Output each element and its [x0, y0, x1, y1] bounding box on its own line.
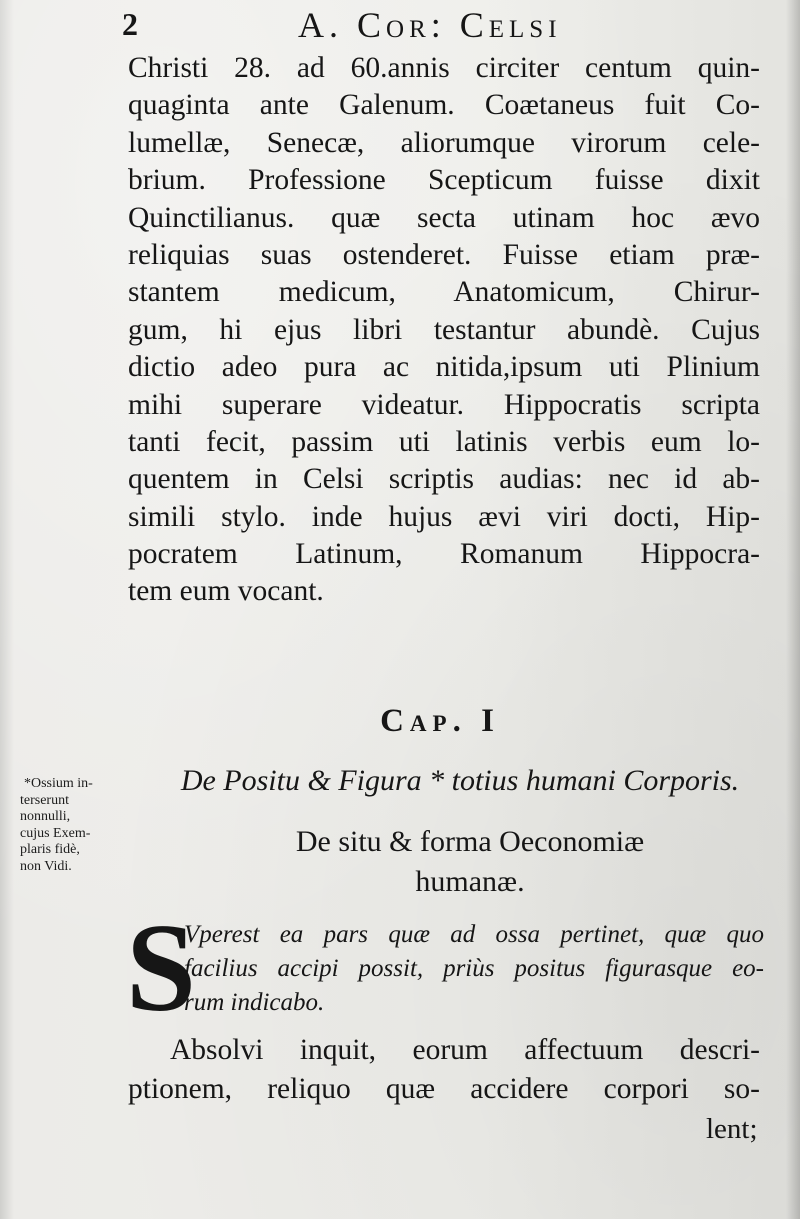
- page-number: 2: [122, 6, 138, 42]
- subtitle-line: De situ & forma Oeconomiæ: [295, 825, 645, 858]
- text-line: quaginta ante Galenum. Coætaneus fuit Co-: [128, 89, 760, 122]
- text-line: facilius accipi possit, priùs positus figurasque eo-: [184, 955, 764, 982]
- marginal-line: *Ossium in-: [24, 776, 93, 791]
- marginal-line: terserunt: [20, 792, 69, 808]
- drop-cap: S: [126, 899, 197, 1038]
- chapter-heading: Cap. I: [380, 703, 500, 739]
- page-edge-shadow: [786, 0, 800, 1219]
- text-line: mihi superare videatur. Hippocratis scripta: [128, 388, 760, 421]
- text-line: Christi 28. ad 60.annis circiter centum quin-: [128, 52, 760, 84]
- text-line: pocratem Latinum, Romanum Hippocra-: [128, 538, 760, 571]
- text-line: quentem in Celsi scriptis audias: nec id ab-: [128, 463, 760, 496]
- running-header: [0, 0, 800, 56]
- text-line: tanti fecit, passim uti latinis verbis eum lo-: [128, 425, 760, 458]
- text-line: simili stylo. inde hujus ævi viri docti, Hip-: [128, 500, 760, 533]
- text-line: tem eum vocant.: [128, 575, 324, 608]
- text-line: stantem medicum, Anatomicum, Chirur-: [128, 276, 760, 309]
- chapter-title-latin: De Positu & Figura * totius humani Corporis.: [180, 764, 740, 797]
- chapter-subtitle: [190, 822, 750, 902]
- text-line: brium. Professione Scepticum fuisse dixit: [128, 164, 760, 197]
- text-line: Absolvi inquit, eorum affectuum descri-: [170, 1034, 760, 1066]
- second-paragraph: [128, 1031, 760, 1109]
- text-line: reliquias suas ostenderet. Fuisse etiam præ-: [128, 238, 760, 271]
- marginal-line: nonnulli,: [20, 809, 71, 825]
- text-line: ptionem, reliquo quæ accidere corpori so-: [128, 1073, 760, 1105]
- text-line: dictio adeo pura ac nitida,ipsum uti Plinium: [128, 351, 760, 384]
- text-line: lumellæ, Senecæ, aliorumque virorum cele-: [128, 126, 760, 159]
- text-line: rum indicabo.: [184, 989, 325, 1016]
- text-line: gum, hi ejus libri testantur abundè. Cujus: [128, 313, 760, 346]
- text-line: Quinctilianus. quæ secta utinam hoc ævo: [128, 201, 760, 234]
- subtitle-line: humanæ.: [415, 865, 525, 898]
- running-head-title: A. Cor: Celsi: [298, 5, 562, 45]
- marginal-line: plaris fidè,: [20, 842, 80, 858]
- body-paragraph: [128, 50, 760, 611]
- catchword: lent;: [706, 1113, 758, 1145]
- marginal-line: non Vidi.: [20, 858, 72, 874]
- opening-paragraph: [184, 918, 764, 1020]
- marginal-line: cujus Exem-: [20, 825, 91, 841]
- text-line: Vperest ea pars quæ ad ossa pertinet, quæ quo: [184, 921, 764, 948]
- marginal-note: [20, 776, 130, 876]
